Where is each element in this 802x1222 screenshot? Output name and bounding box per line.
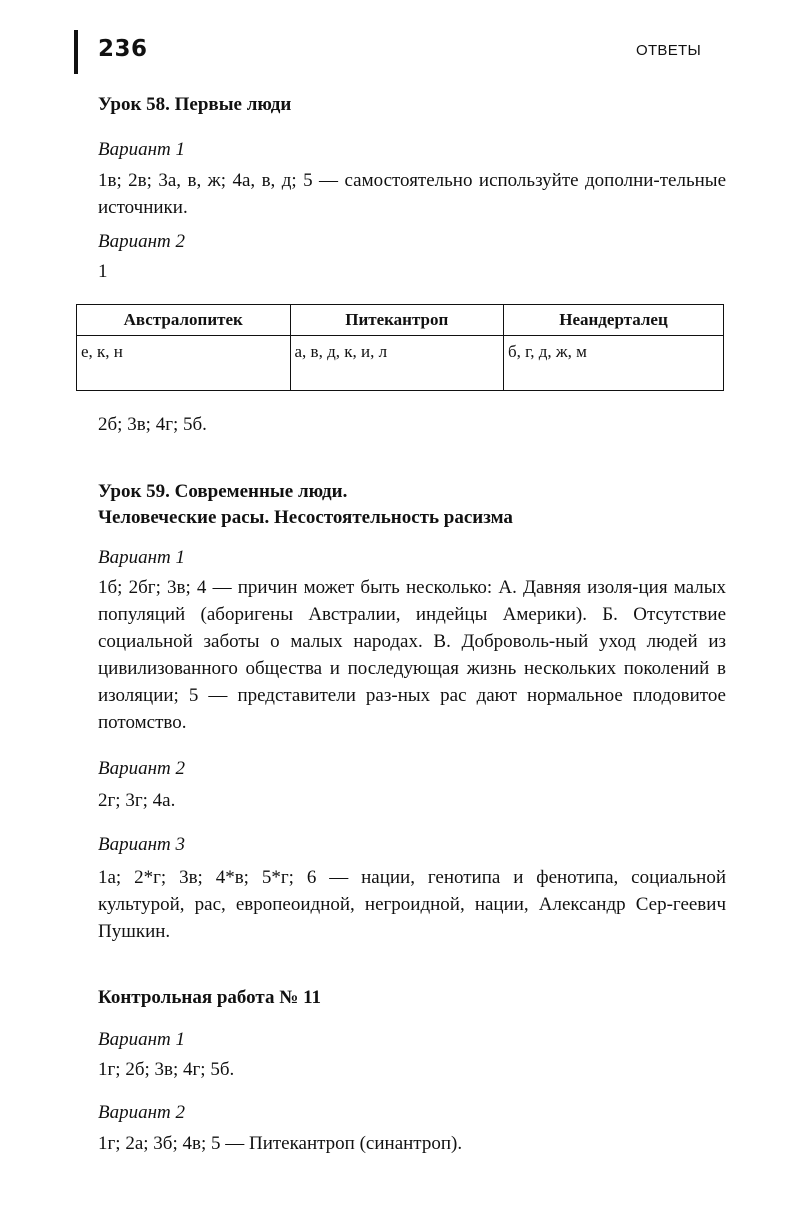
- table-header-row: [77, 305, 724, 336]
- lesson58-item-number: 1: [98, 261, 108, 282]
- lesson59-variant1-block: [98, 574, 726, 736]
- test11-title: Контрольная работа № 11: [98, 987, 322, 1008]
- lesson58-item-number-block: [98, 258, 724, 285]
- table-cell: а, в, д, к, и, л: [290, 336, 504, 391]
- table-header-cell: Питекантроп: [290, 305, 504, 336]
- lesson59-variant3-text: 1а; 2*г; 3в; 4*в; 5*г; 6 — нации, генотипа и фенотипа, социальной культурой, рас, европеоидной, негроидной, нации, Александр Сер-геевич Пушкин.: [98, 867, 726, 942]
- table-row: [77, 336, 724, 391]
- lesson58-variant1-block: [98, 167, 726, 221]
- table-cell: е, к, н: [77, 336, 291, 391]
- table-header-cell: Неандерталец: [504, 305, 724, 336]
- lesson58-variant1-label: Вариант 1: [98, 139, 186, 160]
- lesson58-after-table-text: 2б; 3в; 4г; 5б.: [98, 414, 207, 435]
- hominid-table: [76, 304, 724, 391]
- lesson59-variant3-block: [98, 864, 726, 945]
- test11-variant1-text: 1г; 2б; 3в; 4г; 5б.: [98, 1059, 235, 1080]
- table-cell: б, г, д, ж, м: [504, 336, 724, 391]
- table-header-cell: Австралопитек: [77, 305, 291, 336]
- lesson59-variant3-label-block: [98, 833, 724, 857]
- lesson59-variant2-block: [98, 787, 724, 814]
- header-rule: [74, 30, 78, 74]
- test11-variant2-label: Вариант 2: [98, 1102, 186, 1123]
- lesson59-variant2-label-block: [98, 757, 724, 781]
- test11-variant1-block: [98, 1056, 724, 1083]
- test11-title-block: [98, 985, 724, 1011]
- running-head: ОТВЕТЫ: [636, 42, 702, 59]
- lesson59-variant2-label: Вариант 2: [98, 758, 186, 779]
- lesson59-variant1-text: 1б; 2бг; 3в; 4 — причин может быть несколько: А. Давняя изоля-ция малых популяций (аборигены Австралии, индейцы Америки). Б. Отсутствие социальной заботы о малых народах. В. Доброволь-ный уход людей из цивилизованного общества и последующая жизнь нескольких поколений в изоляции; 5 — представители раз-ных рас дают нормальное плодовитое потомство.: [98, 577, 726, 733]
- lesson59-variant3-label: Вариант 3: [98, 834, 186, 855]
- lesson59-variant2-text: 2г; 3г; 4а.: [98, 790, 176, 811]
- lesson58-after-table-block: [98, 411, 724, 438]
- test11-variant2-block: [98, 1130, 724, 1157]
- lesson59-variant1-label-block: [98, 546, 724, 570]
- lesson58-variant2-label-block: [98, 230, 724, 254]
- lesson58-variant1-text: 1в; 2в; 3а, в, ж; 4а, в, д; 5 — самостоятельно используйте дополни-тельные источники.: [98, 170, 726, 218]
- lesson58-title: Урок 58. Первые люди: [98, 94, 292, 115]
- lesson59-title-block: [98, 479, 724, 531]
- test11-variant2-text: 1г; 2а; 3б; 4в; 5 — Питекантроп (синантроп).: [98, 1133, 463, 1154]
- lesson59-title-line1: Урок 59. Современные люди.: [98, 481, 348, 502]
- lesson58-variant2-label: Вариант 2: [98, 231, 186, 252]
- test11-variant1-label-block: [98, 1028, 724, 1052]
- lesson59-title-line2: Человеческие расы. Несостоятельность расизма: [98, 507, 513, 528]
- lesson59-variant1-label: Вариант 1: [98, 547, 186, 568]
- test11-variant2-label-block: [98, 1101, 724, 1125]
- lesson58-variant1-label-block: [98, 138, 724, 162]
- test11-variant1-label: Вариант 1: [98, 1029, 186, 1050]
- lesson58-title-block: [98, 92, 724, 118]
- page-number: 236: [98, 36, 148, 62]
